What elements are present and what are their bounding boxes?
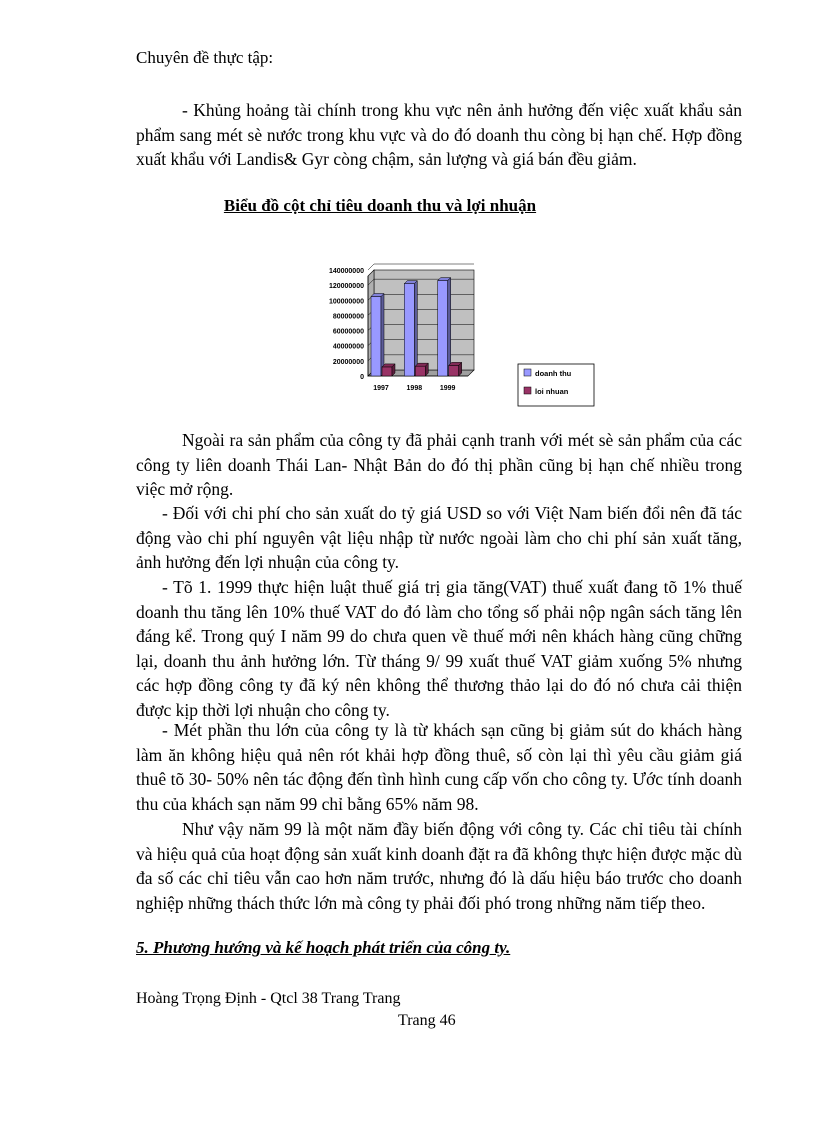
footer-page-number: Trang 46: [398, 1012, 456, 1029]
chart-legend-label: loi nhuan: [535, 387, 569, 396]
chart-y-tick-label: 40000000: [332, 343, 364, 351]
chart-bar: [371, 297, 381, 377]
chart-legend-label: doanh thu: [535, 369, 572, 378]
chart-legend-swatch: [524, 387, 531, 394]
chart-gridline-side: [368, 264, 374, 270]
chart-bar: [449, 365, 459, 376]
chart-legend-swatch: [524, 369, 531, 376]
chart-root: [329, 264, 594, 406]
chart-y-tick-label: 80000000: [332, 313, 364, 321]
chart-x-tick-label: 1999: [439, 385, 456, 392]
revenue-profit-chart: [296, 262, 602, 412]
paragraph-production-cost: - Đối với chi phí cho sản xuất do tỷ giá USD so với Việt Nam biến đổi nên đã tác động vào chi phí nguyên vật liệu nhập từ nước ngoài làm cho chi phí sản xuất tăng, ảnh hưởng đến lợi nhuận của công ty.: [136, 503, 742, 572]
page-header: Chuyên đề thực tập:: [136, 48, 274, 67]
chart-y-tick-label: 120000000: [328, 283, 364, 291]
chart-y-tick-label: 140000000: [328, 268, 364, 275]
chart-bar-side: [381, 294, 384, 377]
paragraph-financial-crisis: - Khủng hoảng tài chính trong khu vực nên ảnh hưởng đến việc xuất khẩu sản phẩm sang mét sè nước trong khu vực và do đó doanh thu còng bị hạn chế. Hợp đồng xuất khẩu với Landis& Gyr còng chậm, sản lượng và giá bán đều giảm.: [136, 100, 742, 169]
chart-bar-side: [414, 281, 417, 376]
chart-bar: [404, 284, 414, 376]
chart-bar: [415, 366, 425, 376]
chart-bar: [382, 367, 392, 376]
paragraph-conclusion: Như vậy năm 99 là một năm đầy biến động với công ty. Các chỉ tiêu tài chính và hiệu quả của hoạt động sản xuất kinh doanh đặt ra đã không thực hiện được mặc dù đa số các chỉ tiêu vẫn cao hơn năm trước, nhưng đó là dấu hiệu báo trước cho doanh nghiệp những thách thức lớn mà công ty phải đối phó trong những năm tiếp theo.: [136, 819, 742, 913]
chart-bar-side: [448, 278, 451, 376]
footer-author: Hoàng Trọng Định - Qtcl 38 Trang Trang: [136, 990, 401, 1007]
chart-y-tick-label: 100000000: [328, 298, 364, 306]
chart-bar: [438, 281, 448, 376]
chart-x-tick-label: 1997: [373, 385, 389, 392]
chart-svg: [296, 262, 602, 412]
chart-y-tick-label: 60000000: [332, 328, 364, 336]
section-heading: 5. Phương hướng và kế hoạch phát triển của công ty.: [136, 938, 511, 957]
chart-y-tick-label: 0: [360, 374, 364, 381]
paragraph-vat: - Tõ 1. 1999 thực hiện luật thuế giá trị gia tăng(VAT) thuế xuất đang tõ 1% thuế doanh thu tăng lên 10% thuế VAT do đó làm cho tổng số phải nộp ngân sách tăng lên đáng kể. Trong quý I năm 99 do chưa quen về thuế mới nên khách hàng cũng chững lại, doanh thu ảnh hưởng lớn. Từ tháng 9/ 99 xuất thuế VAT giảm xuống 5% nhưng các hợp đồng công ty đã ký nên không thể thương thảo lại do đó nó chưa cải thiện được kịp thời lợi nhuận cho công ty.: [136, 577, 742, 720]
chart-y-tick-label: 20000000: [332, 358, 364, 366]
paragraph-hotel: - Mét phần thu lớn của công ty là từ khách sạn cũng bị giảm sút do khách hàng làm ăn không hiệu quả nên rót khải hợp đồng thuê, số còn lại thì yêu cầu giảm giá thuê tõ 30- 50% nên tác động đến tình hình cung cấp vốn cho công ty. Ước tính doanh thu của khách sạn năm 99 chỉ bằng 65% năm 98.: [136, 720, 742, 814]
paragraph-competition: Ngoài ra sản phẩm của công ty đã phải cạnh tranh với mét sè sản phẩm của các công ty liên doanh Thái Lan- Nhật Bản do đó thị phần cũng bị hạn chế nhiều trong việc mở rộng.: [136, 430, 742, 499]
chart-title: Biểu đồ cột chỉ tiêu doanh thu và lợi nhuận: [223, 196, 537, 215]
chart-x-tick-label: 1998: [406, 385, 423, 392]
